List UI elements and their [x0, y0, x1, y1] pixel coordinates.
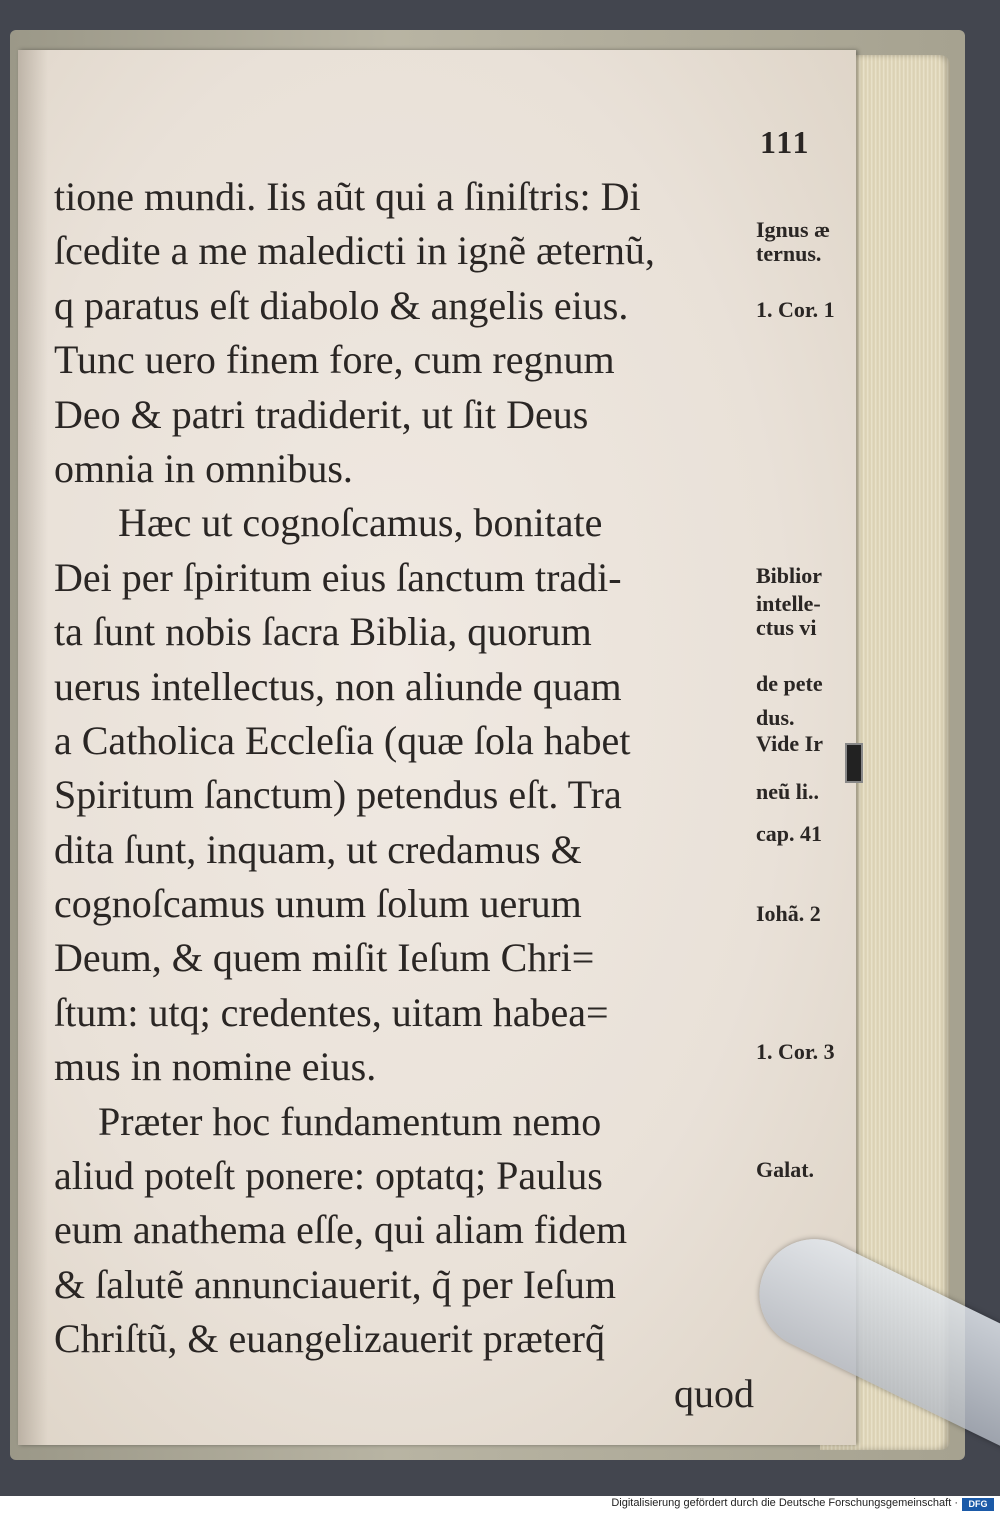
text-line: tione mundi. Iis aũt qui a ſiniſtris: Di — [54, 174, 641, 219]
text-line: Dei per ſpiritum eius ſanctum tradi- — [54, 554, 622, 600]
text-line: Deum, & quem miſit Ieſum Chri= — [54, 935, 595, 981]
main-text-block — [54, 170, 754, 1421]
marginal-note: Vide Ir — [756, 731, 824, 756]
text-line: Deo & patri tradiderit, ut ſit Deus — [54, 391, 589, 437]
bookmark-tab — [845, 743, 863, 783]
marginal-note: 1. Cor. 3 — [756, 1039, 835, 1064]
marginal-note: 1. Cor. 1 — [756, 297, 835, 322]
marginal-note: Iohã. 2 — [756, 901, 821, 926]
footer-bar — [0, 1496, 1000, 1513]
text-line: ta ſunt nobis ſacra Biblia, quorum — [54, 609, 592, 655]
text-line: a Catholica Eccleſia (quæ ſola habet — [54, 717, 631, 763]
marginal-note: cap. 41 — [756, 821, 822, 846]
marginal-note: intelle- — [756, 591, 821, 616]
text-line: Præter hoc fundamentum nemo — [98, 1098, 602, 1144]
text-line: Spiritum ſanctum) petendus eſt. Tra — [54, 772, 622, 818]
dfg-logo-icon: DFG — [962, 1498, 994, 1511]
marginal-note: Ignus æ — [756, 217, 830, 242]
text-line: eum anathema eſſe, qui aliam fidem — [54, 1207, 628, 1253]
book-page — [18, 50, 856, 1445]
marginal-note: dus. — [756, 705, 795, 730]
marginal-note: Galat. — [756, 1157, 815, 1182]
text-line: uerus intellectus, non aliunde quam — [54, 663, 622, 709]
text-line: ſcedite a me maledicti in ignẽ æternũ, — [54, 228, 655, 274]
text-line: Chriſtũ, & euangelizauerit præterq̃ — [54, 1316, 605, 1362]
text-line: q paratus eſt diabolo & angelis eius. — [54, 282, 629, 328]
catchword: quod — [674, 1370, 754, 1416]
text-line: dita ſunt, inquam, ut credamus & — [54, 826, 582, 872]
page-number: 111 — [760, 124, 811, 160]
text-line: cognoſcamus unum ſolum uerum — [54, 881, 582, 927]
text-line: Tunc uero finem fore, cum regnum — [54, 337, 615, 383]
marginal-note: Biblior — [756, 563, 823, 588]
text-line: omnia in omnibus. — [54, 445, 353, 491]
text-line: ſtum: utq; credentes, uitam habea= — [54, 989, 609, 1035]
text-line: aliud poteſt ponere: optatq; Paulus — [54, 1153, 603, 1199]
marginal-note: neũ li.. — [756, 779, 819, 804]
marginal-note: de pete — [756, 671, 823, 696]
marginal-note: ternus. — [756, 241, 822, 266]
text-line: mus in nomine eius. — [54, 1044, 377, 1090]
funding-credit: Digitalisierung gefördert durch die Deutsche Forschungsgemeinschaft · — [611, 1497, 958, 1509]
text-line: & ſalutẽ annunciauerit, q̃ per Ieſum — [54, 1261, 617, 1307]
text-line: Hæc ut cognoſcamus, bonitate — [118, 500, 603, 546]
marginal-note: ctus vi — [756, 615, 817, 640]
